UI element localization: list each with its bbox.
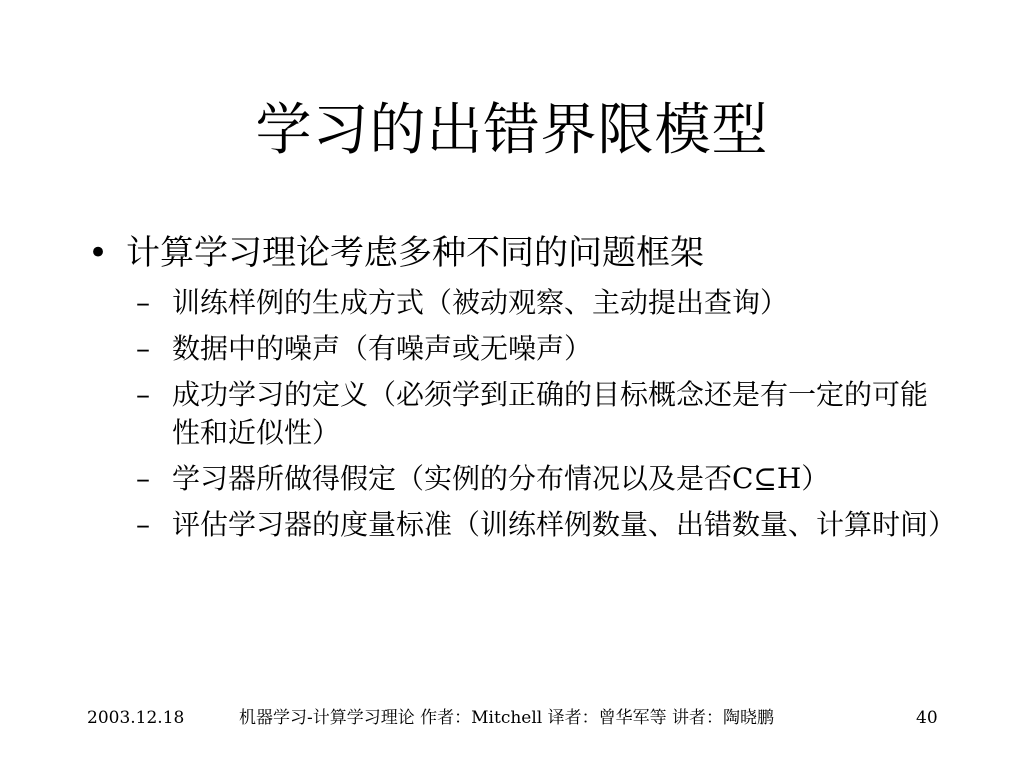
dash-marker: – bbox=[136, 378, 150, 411]
main-bullet bbox=[88, 230, 704, 276]
sub-bullet-5 bbox=[136, 506, 957, 544]
footer-credits: 机器学习-计算学习理论 作者：Mitchell 译者：曾华军等 讲者：陶晓鹏 bbox=[239, 708, 775, 728]
sub-bullet-text: 训练样例的生成方式（被动观察、主动提出查询） bbox=[172, 286, 789, 319]
page-number: 40 bbox=[916, 708, 938, 728]
dash-marker: – bbox=[136, 508, 150, 541]
sub-bullet-4 bbox=[136, 460, 952, 498]
main-bullet-text: 计算学习理论考虑多种不同的问题框架 bbox=[126, 233, 704, 273]
dash-marker: – bbox=[136, 462, 150, 495]
footer-date: 2003.12.18 bbox=[87, 708, 185, 728]
sub-bullet-list bbox=[136, 284, 956, 552]
sub-bullet-1 bbox=[136, 284, 952, 322]
slide-title: 学习的出错界限模型 bbox=[255, 98, 769, 163]
sub-bullet-text: 数据中的噪声（有噪声或无噪声） bbox=[172, 332, 593, 365]
dash-marker: – bbox=[136, 332, 150, 365]
sub-bullet-2 bbox=[136, 330, 952, 368]
sub-bullet-text: 学习器所做得假定（实例的分布情况以及是否C⊆H） bbox=[172, 462, 830, 495]
dash-marker: – bbox=[136, 286, 150, 319]
sub-bullet-text: 评估学习器的度量标准（训练样例数量、出错数量、计算时间） bbox=[172, 508, 957, 541]
bullet-marker: • bbox=[88, 233, 109, 273]
sub-bullet-3 bbox=[136, 376, 952, 452]
sub-bullet-text: 成功学习的定义（必须学到正确的目标概念还是有一定的可能性和近似性） bbox=[172, 378, 929, 449]
